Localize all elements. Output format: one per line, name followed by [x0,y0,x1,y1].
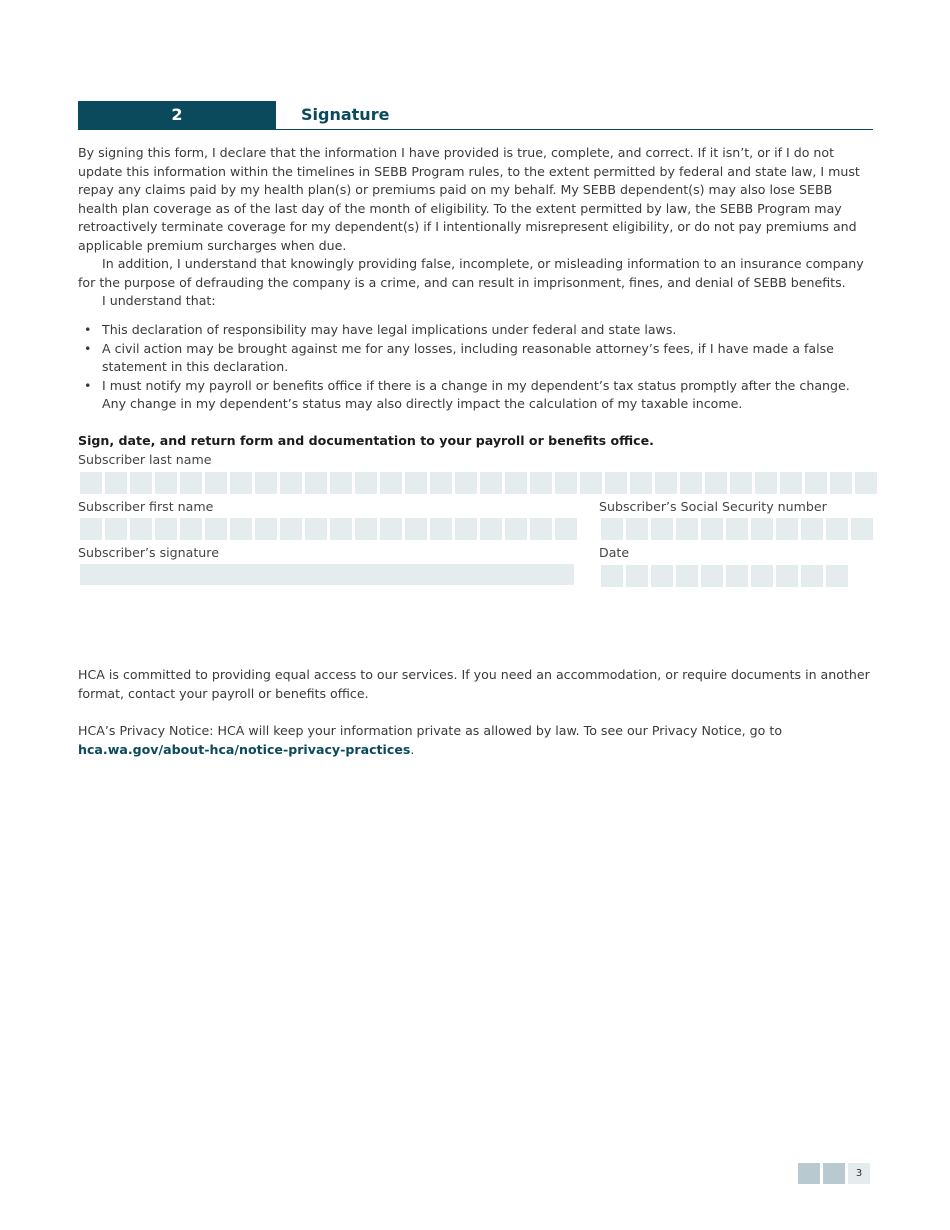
character-box[interactable] [330,518,352,540]
character-box[interactable] [555,518,577,540]
character-box[interactable] [105,518,127,540]
character-box[interactable] [751,565,773,587]
character-box[interactable] [180,472,202,494]
character-box[interactable] [480,472,502,494]
character-box[interactable] [555,472,577,494]
character-box[interactable] [130,518,152,540]
character-box[interactable] [726,565,748,587]
character-box[interactable] [801,565,823,587]
character-box[interactable] [130,472,152,494]
character-box[interactable] [780,472,802,494]
character-box[interactable] [605,472,627,494]
character-box[interactable] [626,565,648,587]
privacy-link[interactable]: hca.wa.gov/about-hca/notice-privacy-practices [78,742,411,757]
character-box[interactable] [230,518,252,540]
character-box[interactable] [776,565,798,587]
accommodation-notice [78,665,878,703]
bullet-icon: • [84,377,92,393]
character-box[interactable] [480,518,502,540]
character-box[interactable] [80,472,102,494]
declaration-paragraph-1: By signing this form, I declare that the information I have provided is true, complete, and correct. If it isn’t, or if I do not update this information within the timelines in SEBB Program rules, to the extent permitted by federal and state law, I must repay any claims paid by my health plan(s) or premiums paid on my behalf. My SEBB dependent(s) may also lose SEBB health plan coverage as of the last day of the month of eligibility. To the extent permitted by law, the SEBB Program may retroactively terminate coverage for my dependent(s) if I intentionally misrepresent eligibility, or do not pay premiums and applicable premium surcharges when due. [78,145,860,253]
character-box[interactable] [826,565,848,587]
character-box[interactable] [405,518,427,540]
character-box[interactable] [180,518,202,540]
section-title: Signature [301,105,390,124]
character-box[interactable] [530,518,552,540]
list-item: • I must notify my payroll or benefits office if there is a change in my dependent’s tax status promptly after the change. Any change in my dependent’s status may also directly impact the calculation of my taxable income. [84,377,850,411]
section-header [78,101,873,130]
list-item: • This declaration of responsibility may have legal implications under federal and state laws. [78,321,873,340]
character-box[interactable] [155,518,177,540]
character-box[interactable] [726,518,748,540]
character-box[interactable] [805,472,827,494]
character-box[interactable] [676,518,698,540]
signature-field[interactable] [80,564,574,585]
character-box[interactable] [651,565,673,587]
privacy-suffix: . [410,742,415,757]
page-marker [798,1163,820,1184]
declaration-bullet-list [78,321,873,414]
character-box[interactable] [851,518,873,540]
privacy-text: HCA’s Privacy Notice: HCA will keep your information private as allowed by law. To see our Privacy Notice, go to [78,723,783,738]
character-box[interactable] [601,518,623,540]
section-number: 2 [78,101,276,129]
page-indicator [798,1163,870,1184]
ssn-field[interactable] [601,518,873,540]
character-box[interactable] [230,472,252,494]
character-box[interactable] [705,472,727,494]
last-name-label: Subscriber last name [78,452,212,467]
declaration-text [78,144,873,311]
character-box[interactable] [255,518,277,540]
character-box[interactable] [430,518,452,540]
date-field[interactable] [601,565,848,587]
page-number: 3 [848,1163,870,1184]
character-box[interactable] [755,472,777,494]
form-instruction: Sign, date, and return form and documentation to your payroll or benefits office. [78,433,654,448]
character-box[interactable] [105,472,127,494]
character-box[interactable] [505,472,527,494]
character-box[interactable] [455,518,477,540]
character-box[interactable] [305,472,327,494]
character-box[interactable] [701,518,723,540]
character-box[interactable] [380,472,402,494]
list-item: • A civil action may be brought against me for any losses, including reasonable attorney’s fees, if I have made a false statement in this declaration. [84,340,834,374]
character-box[interactable] [355,518,377,540]
character-box[interactable] [801,518,823,540]
character-box[interactable] [855,472,877,494]
character-box[interactable] [155,472,177,494]
character-box[interactable] [530,472,552,494]
first-name-label: Subscriber first name [78,499,214,514]
character-box[interactable] [405,472,427,494]
character-box[interactable] [776,518,798,540]
character-box[interactable] [455,472,477,494]
first-name-field[interactable] [80,518,577,540]
bullet-icon: • [84,340,92,356]
character-box[interactable] [280,518,302,540]
character-box[interactable] [830,472,852,494]
character-box[interactable] [751,518,773,540]
character-box[interactable] [626,518,648,540]
character-box[interactable] [580,472,602,494]
bullet-icon: • [84,322,92,337]
ssn-label: Subscriber’s Social Security number [599,499,827,514]
character-box[interactable] [505,518,527,540]
accommodation-text: HCA is committed to providing equal access to our services. If you need an accommodation, or require documents in another format, contact your payroll or benefits office. [78,667,870,701]
character-box[interactable] [380,518,402,540]
declaration-paragraph-2: In addition, I understand that knowingly providing false, incomplete, or misleading information to an insurance company for the purpose of defrauding the company is a crime, and can result in imprisonment, fines, and denial of SEBB benefits. [78,256,864,290]
character-box[interactable] [730,472,752,494]
date-label: Date [599,545,630,560]
character-box[interactable] [701,565,723,587]
declaration-paragraph-3: I understand that: [102,293,216,308]
character-box[interactable] [630,472,652,494]
character-box[interactable] [680,472,702,494]
character-box[interactable] [205,472,227,494]
character-box[interactable] [205,518,227,540]
character-box[interactable] [430,472,452,494]
character-box[interactable] [80,518,102,540]
page-marker [823,1163,845,1184]
character-box[interactable] [676,565,698,587]
character-box[interactable] [280,472,302,494]
character-box[interactable] [826,518,848,540]
character-box[interactable] [355,472,377,494]
character-box[interactable] [655,472,677,494]
character-box[interactable] [651,518,673,540]
privacy-notice [78,721,878,759]
character-box[interactable] [305,518,327,540]
last-name-field[interactable] [80,472,877,494]
character-box[interactable] [255,472,277,494]
character-box[interactable] [330,472,352,494]
character-box[interactable] [601,565,623,587]
signature-label: Subscriber’s signature [78,545,219,560]
